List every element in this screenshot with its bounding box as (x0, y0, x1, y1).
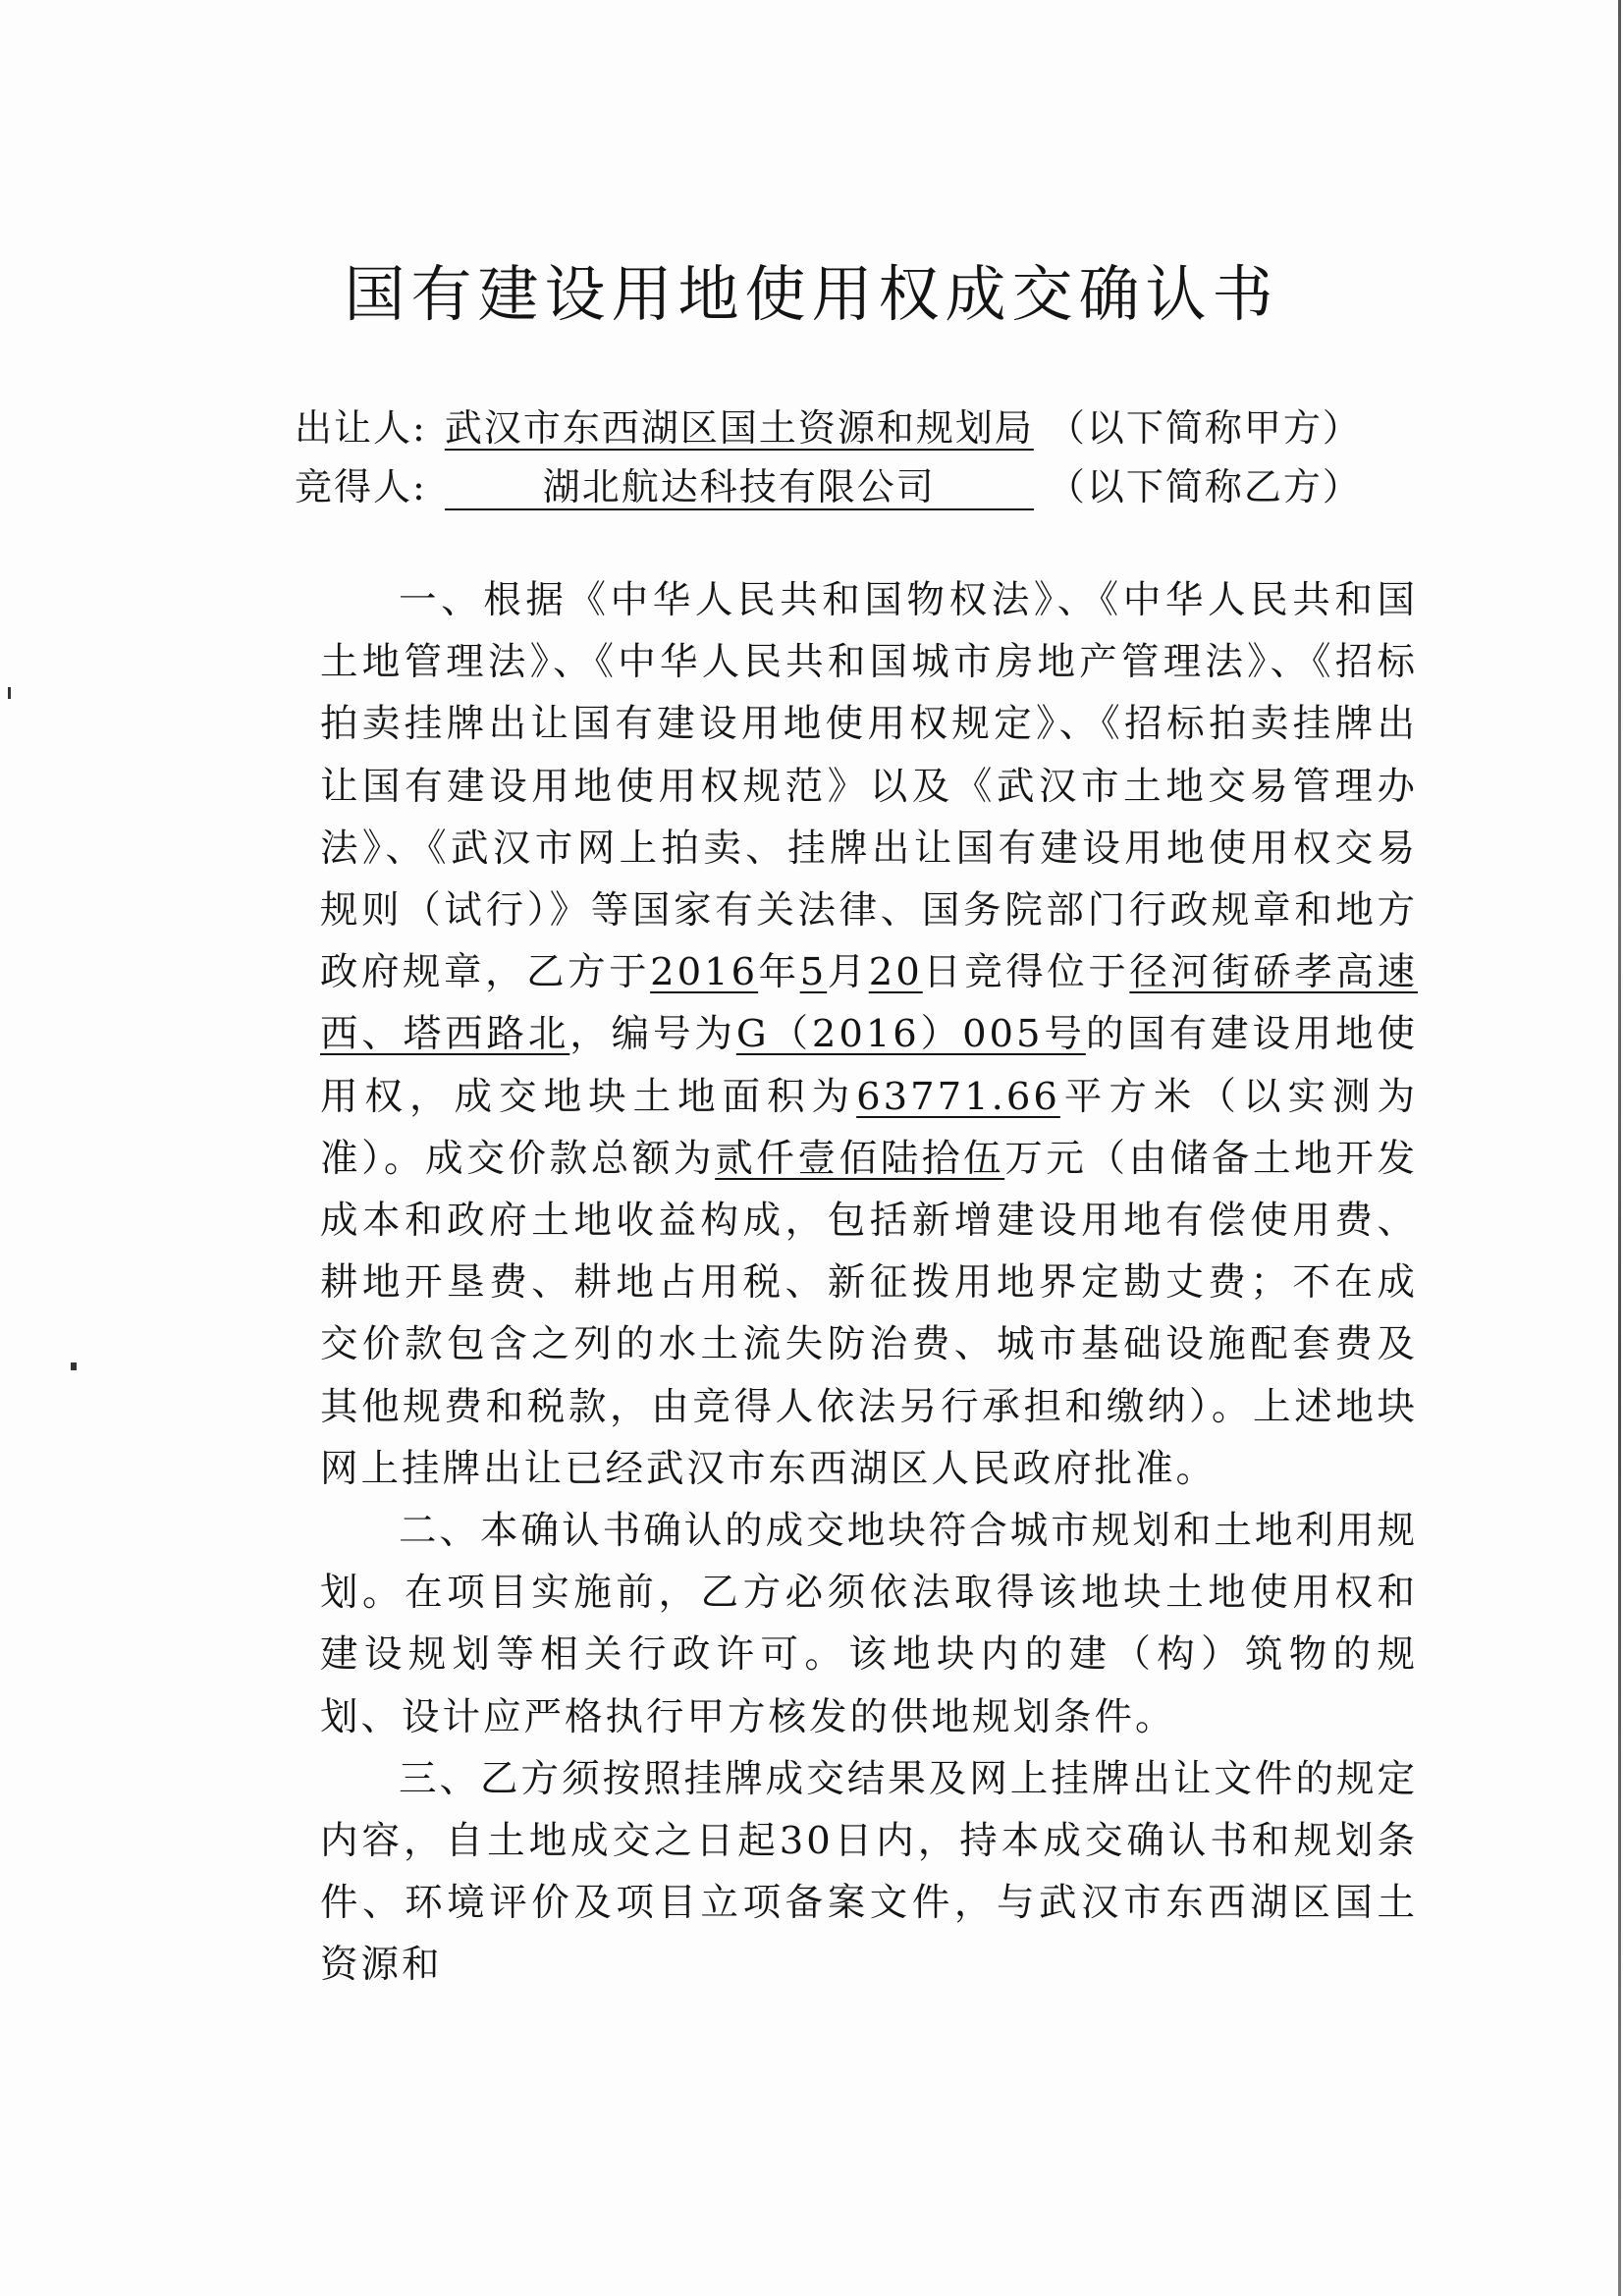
deal-day: 20 (868, 950, 923, 995)
parcel-location: 径河街硚孝高速西、塔西路北 (320, 950, 1418, 1057)
paragraph-3: 三、乙方须按照挂牌成交结果及网上挂牌出让文件的规定内容，自土地成交之日起30日内，持本成交确认书和规划条件、环境评价及项目立项备案文件，与武汉市东西湖区国土资源和 (320, 1756, 1418, 1988)
p1-text-c: 的国有建设用地使用权，成交地块土地面积为 (320, 1012, 1418, 1119)
p1-text-b: ，编号为 (569, 1012, 736, 1057)
bidder-row (295, 456, 1362, 510)
transferor-row (295, 398, 1362, 452)
bidder-note: （以下简称乙方） (1047, 465, 1362, 508)
deal-year: 2016 (650, 950, 759, 995)
transferor-note: （以下简称甲方） (1047, 406, 1362, 450)
bidder-label: 竞得人: (295, 465, 427, 508)
paragraph-1 (320, 569, 1418, 1500)
p1-text-e: 万元（由储备土地开发成本和政府土地收益构成，包括新增建设用地有偿使用费、耕地开垦费、耕地占用税、新征拨用地界定勘丈费；不在成交价款包含之列的水土流失防治费、城市基础设施配套费及其他规费和税款，由竞得人依法另行承担和缴纳）。上述地块网上挂牌出让已经武汉市东西湖区人民政府批准。 (320, 1136, 1418, 1491)
month-unit: 月 (827, 950, 869, 995)
deal-price: 贰仟壹佰陆拾伍 (715, 1136, 1005, 1181)
document-body (320, 569, 1418, 1997)
scan-mark (8, 687, 11, 699)
parcel-area: 63771.66 (856, 1074, 1060, 1119)
year-unit: 年 (758, 950, 800, 995)
transferor-label: 出让人: (295, 406, 427, 450)
deal-month: 5 (799, 950, 828, 995)
bidder-name: 湖北航达科技有限公司 (445, 467, 1034, 510)
transferor-name: 武汉市东西湖区国土资源和规划局 (444, 406, 1034, 450)
p1-text-a: 一、根据《中华人民共和国物权法》、《中华人民共和国土地管理法》、《中华人民共和国城市房地产管理法》、《招标拍卖挂牌出让国有建设用地使用权规定》、《招标拍卖挂牌出让国有建设用地使用权规范》以及《武汉市土地交易管理办法》、《武汉市网上拍卖、挂牌出让国有建设用地使用权交易规则（试行）》等国家有关法律、国务院部门行政规章和地方政府规章，乙方于 (320, 578, 1418, 995)
paragraph-2: 二、本确认书确认的成交地块符合城市规划和土地利用规划。在项目实施前，乙方必须依法取得该地块土地使用权和建设规划等相关行政许可。该地块内的建（构）筑物的规划、设计应严格执行甲方核发的供地规划条件。 (320, 1509, 1418, 1739)
scan-mark (71, 1362, 77, 1370)
day-unit: 日竞得位于 (922, 950, 1130, 995)
document-title: 国有建设用地使用权成交确认书 (344, 258, 1279, 330)
p1-text-d: 平方米（以实测为准）。成交价款总额为 (320, 1074, 1418, 1181)
scan-edge-line (1618, 0, 1621, 2296)
parcel-number: G（2016）005号 (735, 1012, 1086, 1057)
